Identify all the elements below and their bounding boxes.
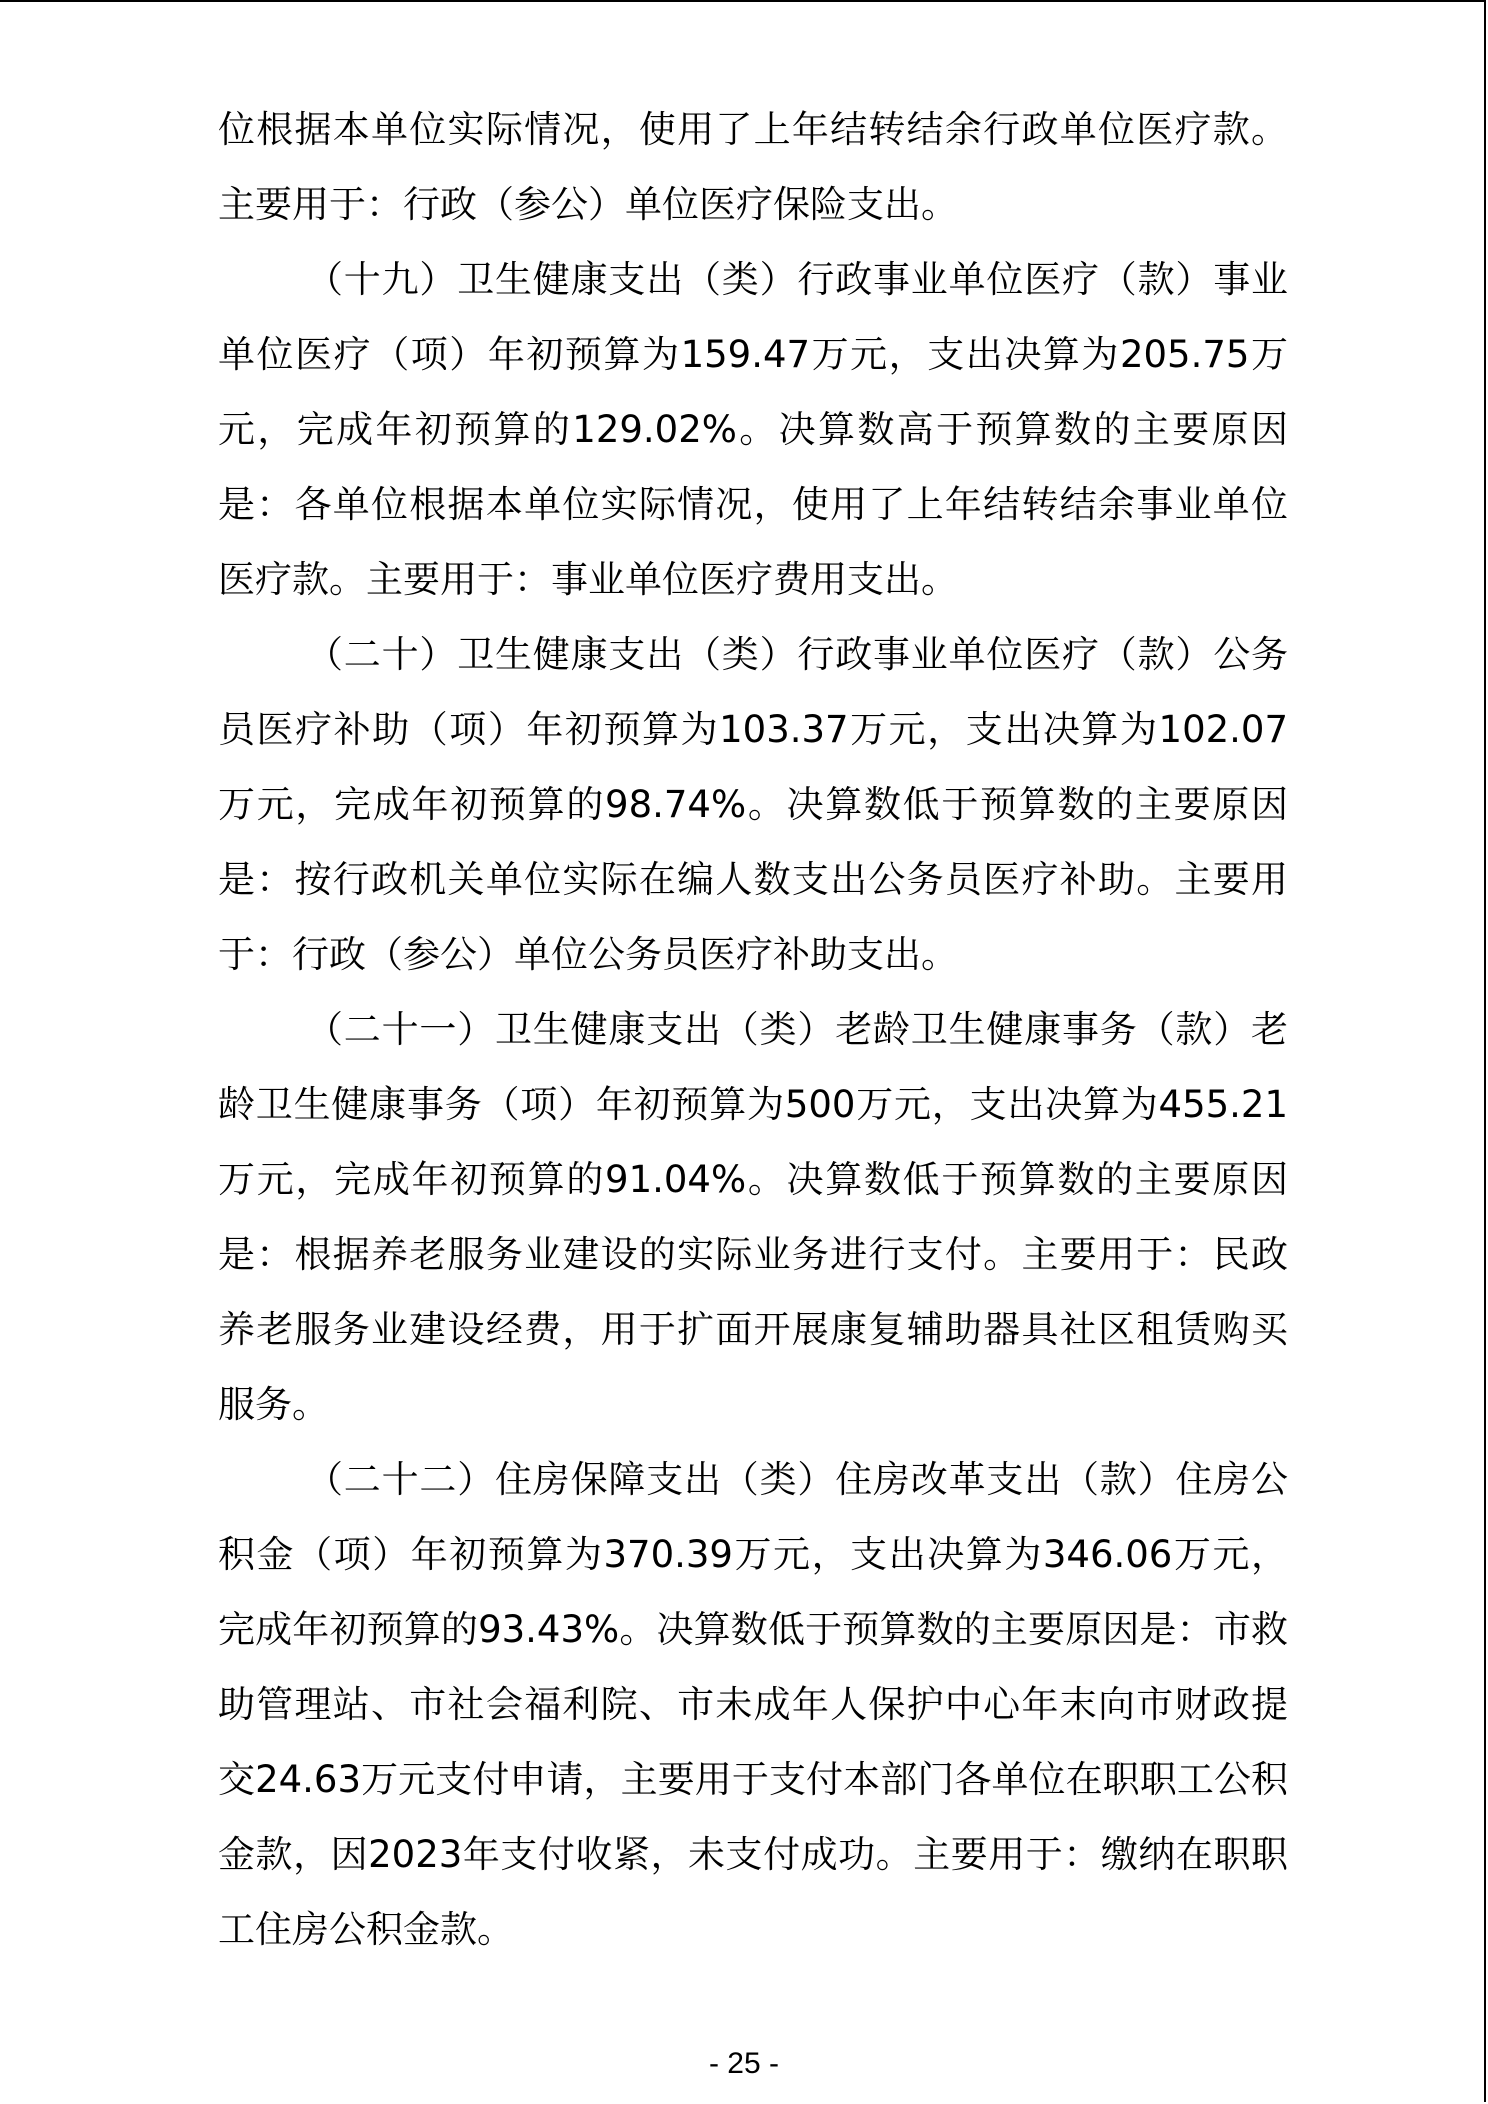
paragraph-19-medical-public-institutions: （十九）卫生健康支出（类）行政事业单位医疗（款）事业单位医疗（项）年初预算为159.47万元，支出决算为205.75万元，完成年初预算的129.02%。决算数高于预算数的主要原因是：各单位根据本单位实际情况，使用了上年结转结余事业单位医疗款。主要用于：事业单位医疗费用支出。 [218, 258, 1288, 601]
paragraph-22-housing-provident-fund: （二十二）住房保障支出（类）住房改革支出（款）住房公积金（项）年初预算为370.39万元，支出决算为346.06万元，完成年初预算的93.43%。决算数低于预算数的主要原因是：市救助管理站、市社会福利院、市未成年人保护中心年末向市财政提交24.63万元支付申请，主要用于支付本部门各单位在职职工公积金款，因2023年支付收紧，未支付成功。主要用于：缴纳在职职工住房公积金款。 [218, 1458, 1288, 1951]
paragraph-18-continued: 位根据本单位实际情况，使用了上年结转结余行政单位医疗款。主要用于：行政（参公）单位医疗保险支出。 [218, 108, 1288, 226]
paragraph-20-civil-servant-medical-subsidy: （二十）卫生健康支出（类）行政事业单位医疗（款）公务员医疗补助（项）年初预算为103.37万元，支出决算为102.07万元，完成年初预算的98.74%。决算数低于预算数的主要原因是：按行政机关单位实际在编人数支出公务员医疗补助。主要用于：行政（参公）单位公务员医疗补助支出。 [218, 633, 1288, 976]
body-text [218, 92, 1288, 1967]
page-number: - 25 - [708, 2047, 780, 2080]
paragraph-21-elderly-health-affairs: （二十一）卫生健康支出（类）老龄卫生健康事务（款）老龄卫生健康事务（项）年初预算为500万元，支出决算为455.21万元，完成年初预算的91.04%。决算数低于预算数的主要原因是：根据养老服务业建设的实际业务进行支付。主要用于：民政养老服务业建设经费，用于扩面开展康复辅助器具社区租赁购买服务。 [218, 1008, 1288, 1426]
